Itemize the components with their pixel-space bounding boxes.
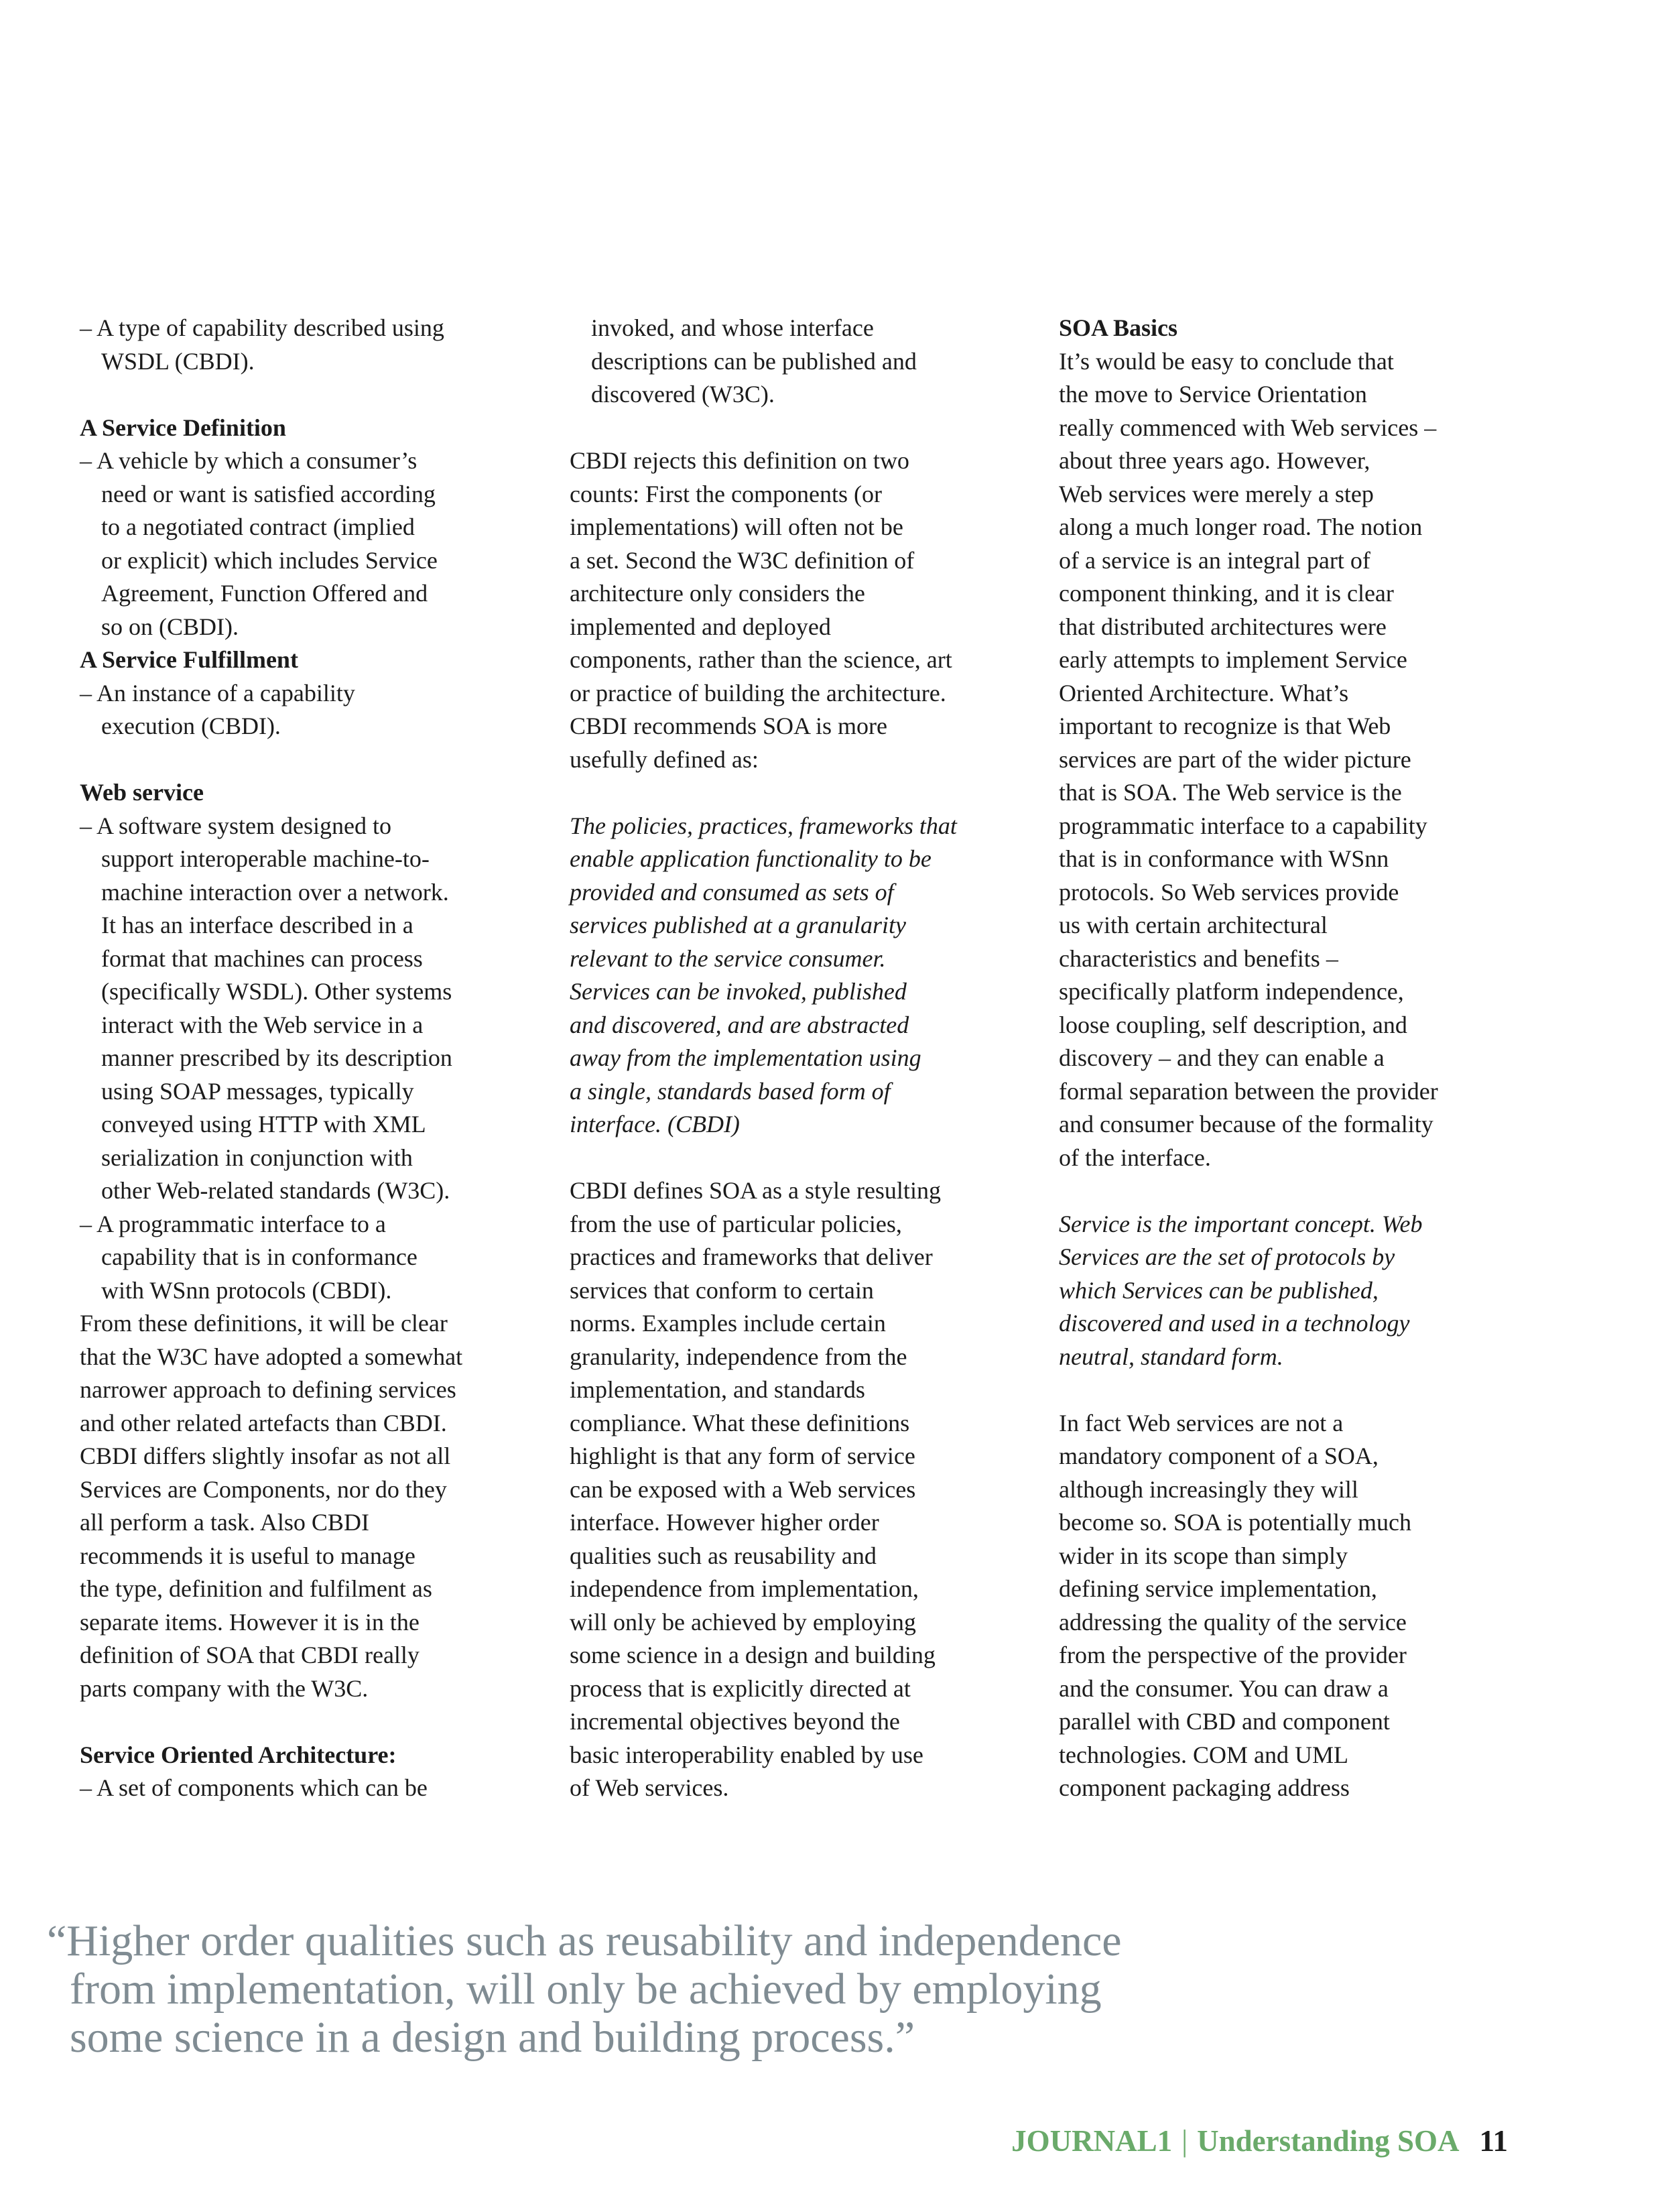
column-2 <box>570 312 1032 1805</box>
article-title: Understanding SOA <box>1197 2124 1460 2158</box>
soa-definition-start: – A set of components which can be <box>80 1774 428 1801</box>
type-definition: – A type of capability described using WSDL (CBDI). <box>80 314 444 375</box>
cbdi-soa-definition-quote: The policies, practices, frameworks that enable application functionality to be provided and consumed as sets of services published at a granularity relevant to the service consumer. Services can be invoked, published and discovered, and are abstracted away from the implementation using a single, standards based form of interface. (CBDI) <box>570 812 957 1138</box>
soa-definition-continued: invoked, and whose interface descriptions can be published and discovered (W3C). <box>591 314 917 408</box>
web-service-definition-1: – A software system designed to support interoperable machine-to- machine interaction over a network. It has an interface described in a format that machines can process (specifically WSDL). Other systems interact with the Web service in a manner prescribed by its description using SOAP messages, typically conveyed using HTTP with XML serialization in conjunction with other Web-related standards (W3C). <box>80 812 452 1204</box>
service-definition-text: – A vehicle by which a consumer’s need or want is satisfied according to a negotiated contract (implied or explicit) which includes Service Agreement, Function Offered and so on (CBDI). <box>80 447 438 640</box>
service-fulfillment-text: – An instance of a capability execution (CBDI). <box>80 679 355 739</box>
column-3 <box>1059 312 1515 1805</box>
soa-basics-heading: SOA Basics <box>1059 314 1178 341</box>
journal-name: JOURNAL1 <box>1011 2124 1173 2158</box>
pull-quote: “Higher order qualities such as reusability and independence from implementation, will only be achieved by employing some science in a design and building process.” <box>47 1916 1122 2062</box>
page-number: 11 <box>1479 2124 1508 2158</box>
service-definition-heading: A Service Definition <box>80 414 286 441</box>
soa-basics-paragraph: It’s would be easy to conclude that the move to Service Orientation really commenced with Web services – about three years ago. However, Web services were merely a step along a much longer road. The notion of a service is an integral part of component thinking, and it is clear that distributed architectures were early attempts to implement Service Oriented Architecture. What’s important to recognize is that Web services are part of the wider picture that is SOA. The Web service is the programmatic interface to a capability that is in conformance with WSnn protocols. So Web services provide us with certain architectural characteristics and benefits – specifically platform independence, loose coupling, self description, and discovery – and they can enable a formal separation between the provider and consumer because of the formality of the interface. <box>1059 347 1438 1171</box>
cbdi-defines-paragraph: CBDI defines SOA as a style resulting from the use of particular policies, practices and frameworks that deliver services that conform to certain norms. Examples include certain granularity, independence from the implementation, and standards compliance. What these definitions highlight is that any form of service can be exposed with a Web services interface. However higher order qualities such as reusability and independence from implementation, will only be achieved by employing some science in a design and building process that is explicitly directed at incremental objectives beyond the basic interoperability enabled by use of Web services. <box>570 1177 941 1801</box>
web-service-heading: Web service <box>80 779 204 806</box>
service-concept-quote: Service is the important concept. Web Services are the set of protocols by which Services can be published, discovered and used in a technology neutral, standard form. <box>1059 1210 1423 1370</box>
web-service-definition-2: – A programmatic interface to a capability that is in conformance with WSnn protocols (CBDI). <box>80 1210 418 1304</box>
web-services-not-mandatory-paragraph: In fact Web services are not a mandatory component of a SOA, although increasingly they will become so. SOA is potentially much wider in its scope than simply defining service implementation, addressing the quality of the service from the perspective of the provider and the consumer. You can draw a parallel with CBD and component technologies. COM and UML component packaging address <box>1059 1409 1411 1801</box>
page-footer <box>1011 2124 1508 2158</box>
soa-heading: Service Oriented Architecture: <box>80 1741 397 1768</box>
definitions-paragraph: From these definitions, it will be clear that the W3C have adopted a somewhat narrower approach to defining services and other related artefacts than CBDI. CBDI differs slightly insofar as not all Services are Components, nor do they all perform a task. Also CBDI recommends it is useful to manage the type, definition and fulfilment as separate items. However it is in the definition of SOA that CBDI really parts company with the W3C. <box>80 1310 463 1702</box>
column-1 <box>80 312 549 1805</box>
footer-separator: | <box>1181 2124 1188 2158</box>
service-fulfillment-heading: A Service Fulfillment <box>80 646 298 673</box>
cbdi-rejects-paragraph: CBDI rejects this definition on two counts: First the components (or implementations) will often not be a set. Second the W3C definition of architecture only considers the implemented and deployed components, rather than the science, art or practice of building the architecture. CBDI recommends SOA is more usefully defined as: <box>570 447 952 773</box>
